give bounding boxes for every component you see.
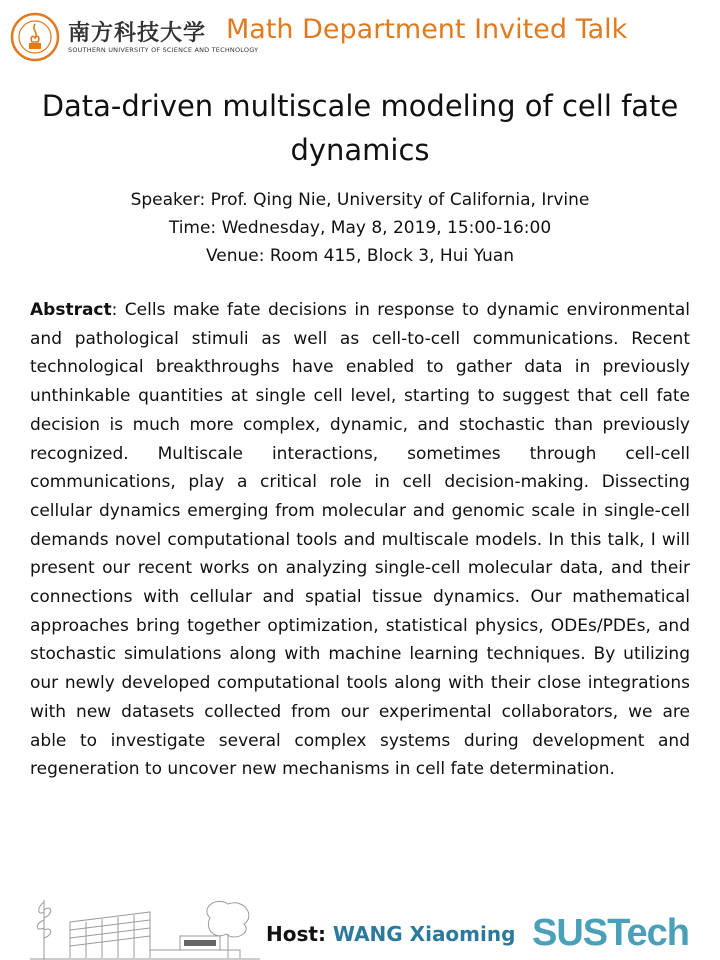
abstract-text: : Cells make fate decisions in response to dynamic environmental and pathological stimuli as well as cell-to-cell communications. Recent technological breakthroughs have enabled to gather data in previously unthinkable quantities at single cell level, starting to suggest that cell fate decision is much more complex, dynamic, and stochastic than previously recognized. Multiscale interactions, sometimes through cell-cell communications, play a critical role in cell decision-making. Dissecting cellular dynamics emerging from molecular and genomic scale in single-cell demands novel computational tools and multiscale models. In this talk, I will present our recent works on analyzing single-cell molecular data, and their connections with cellular and spatial tissue dynamics. Our mathematical approaches bring together optimization, statistical physics, ODEs/PDEs, and stochastic simulations along with machine learning techniques. By utilizing our newly developed computational tools along with their close integrations with new datasets collected from our experimental collaborators, we are able to investigate several complex systems during development and regeneration to uncover new mechanisms in cell fate determination. [30, 300, 690, 780]
event-title: Math Department Invited Talk [226, 14, 628, 45]
talk-title: Data-driven multiscale modeling of cell fate dynamics [41, 89, 679, 167]
speaker-line: Speaker: Prof. Qing Nie, University of California, Irvine [130, 190, 590, 210]
university-seal-icon [10, 12, 60, 62]
campus-illustration-icon [30, 860, 260, 960]
university-name-en: SOUTHERN UNIVERSITY OF SCIENCE AND TECHNOLOGY [68, 46, 259, 54]
host-line [266, 922, 515, 946]
abstract [30, 296, 690, 784]
sustech-logo: SUSTech [532, 912, 690, 954]
venue-line: Venue: Room 415, Block 3, Hui Yuan [205, 246, 515, 266]
university-name-cn: 南方科技大学 [68, 20, 207, 46]
time-line: Time: Wednesday, May 8, 2019, 15:00-16:00 [168, 218, 552, 238]
talk-info [30, 186, 690, 270]
header [0, 0, 720, 72]
host-name: WANG Xiaoming [332, 922, 516, 946]
abstract-label: Abstract [30, 300, 112, 320]
host-label: Host: [266, 922, 333, 946]
